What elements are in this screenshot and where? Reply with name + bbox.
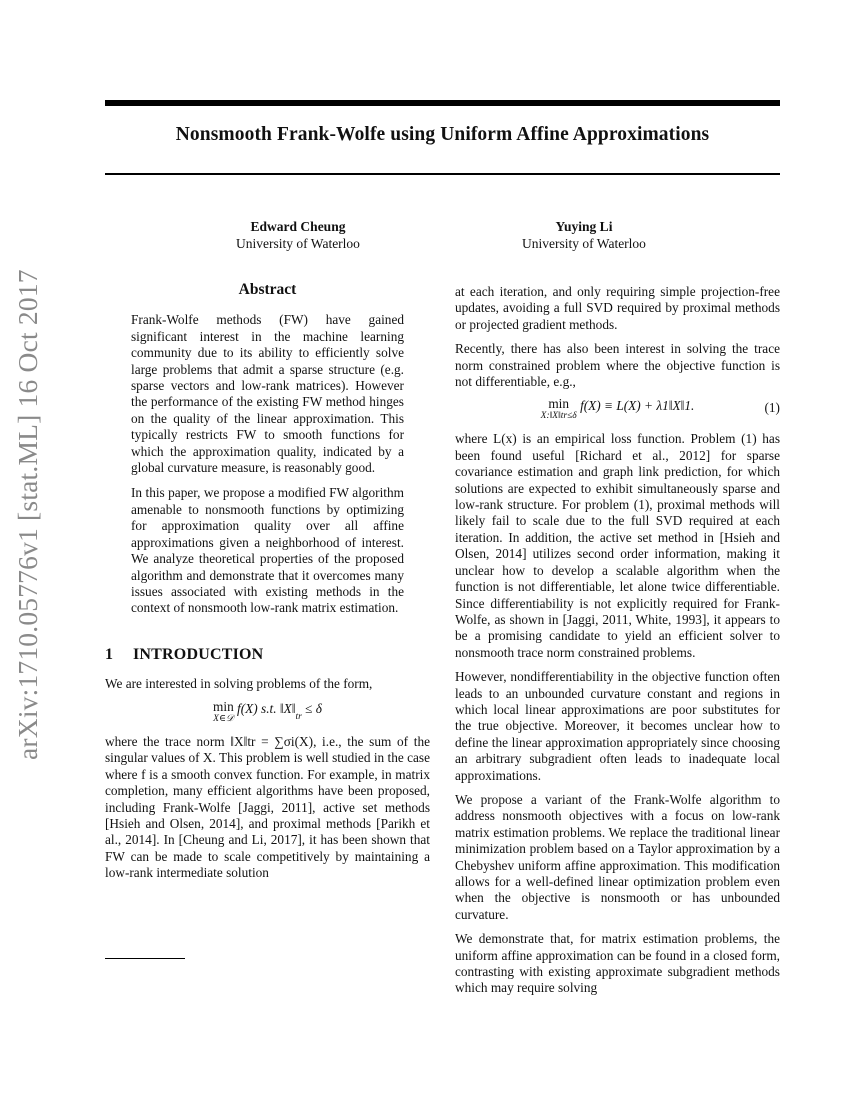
abstract-heading: Abstract xyxy=(238,281,297,298)
section-heading-introduction xyxy=(105,647,430,663)
equation-number: (1) xyxy=(764,400,780,416)
section-number: 1 xyxy=(105,645,114,663)
right-paragraph-4: However, nondifferentiability in the objective function often leads to an unbounded curvature constant and regions in which local linear approximations are poor substitutes for the true objective. Moreover, it becomes unclear how to define the linear approximation appropriately since choosing an arbitrary subgradient often leads to inadequate local approximations. xyxy=(455,669,780,783)
intro-paragraph-1: We are interested in solving problems of the form, xyxy=(105,676,373,692)
equation-body: f(X) s.t. ‖X‖ xyxy=(237,700,296,716)
abstract-body xyxy=(105,312,430,616)
abstract-paragraph-2: In this paper, we propose a modified FW algorithm amenable to nonsmooth functions by optimizing for approximation quality over all affine approximations given a neighborhood of interest. We analyze theoretical properties of the proposed algorithm and demonstrate that it overcomes many issues associated with existing methods in the context of nonsmooth low-rank matrix estimation. xyxy=(131,485,404,616)
right-paragraph-3: where L(x) is an empirical loss function. Problem (1) has been found useful [Richard et al., 2012] for sparse covariance estimation and graph link prediction, for which solutions are expected to exhibit simultaneously sparse and low-rank structure. For problem (1), proximal methods will likely fail to scale due to the full SVD required at each iteration. In addition, the active set method in [Hsieh and Olsen, 2014] utilizes second order information, making it unclear how to develop a scalable algorithm when the function is not differentiable, let alone twice differentiable. Since differentiability is not explicitly required for Frank-Wolfe, as shown in [Jaggi, 2011, White, 1993], it appears to be a promising candidate to yield an efficient solver to nonsmooth trace norm constrained problems. xyxy=(455,431,780,660)
abstract-paragraph-1: Frank-Wolfe methods (FW) have gained significant interest in the machine learning community due to its ability to efficiently solve large problems that admit a sparse structure (e.g. sparse vectors and low-rank matrices). However the performance of the existing FW method hinges on the quality of the linear approximation. This typically restricts FW to smooth functions for which the approximation quality, indicated by a global curvature measure, is reasonably good. xyxy=(131,312,404,476)
arxiv-identifier-stamp: arXiv:1710.05776v1 [stat.ML] 16 Oct 2017 xyxy=(12,269,43,760)
equation-tail: ≤ δ xyxy=(301,700,322,716)
equation-body: f(X) ≡ L(X) + λ1‖X‖1. xyxy=(580,398,695,414)
paper-title: Nonsmooth Frank-Wolfe using Uniform Affine Approximations xyxy=(175,124,710,145)
right-paragraph-1: at each iteration, and only requiring simple projection-free updates, avoiding a full SVD required by proximal methods or projected gradient methods. xyxy=(455,284,780,332)
section-title: INTRODUCTION xyxy=(133,645,264,663)
min-subscript: X∈𝒟 xyxy=(213,713,234,724)
equation-problem-form xyxy=(105,698,430,725)
footnote-rule xyxy=(105,958,185,959)
title-bottom-rule xyxy=(105,173,780,175)
intro-paragraph-2: where the trace norm ‖X‖tr = ∑σi(X), i.e., the sum of the singular values of X. This problem is well studied in the case where f is a smooth convex function. For example, in matrix completion, many efficient algorithms have been proposed, including Frank-Wolfe [Jaggi, 2011], active set methods [Hsieh and Olsen, 2014], and proximal methods [Parikh et al., 2014]. In [Cheung and Li, 2017], it has been shown that FW can be made to scale competitively by maintaining a low-rank intermediate solution xyxy=(105,733,430,881)
right-paragraph-2: Recently, there has also been interest in solving the trace norm constrained problem where the objective function is not differentiable, e.g., xyxy=(455,341,780,390)
right-paragraph-6: We demonstrate that, for matrix estimation problems, the uniform affine approximation can be found in a closed form, contrasting with existing approximate subgradient methods which may require solving xyxy=(455,931,780,996)
author-name: Yuying Li xyxy=(555,219,613,234)
right-paragraph-5: We propose a variant of the Frank-Wolfe algorithm to address nonsmooth objectives with a focus on low-rank matrix estimation problems. We replace the traditional linear minimization problem based on a Taylor approximation by a Chebyshev uniform affine approximation. This modification allows for a well-defined linear optimization problem even when the objective is nonsmooth or has unbounded curvature. xyxy=(455,791,780,922)
equation-1 xyxy=(455,398,780,422)
author-name: Edward Cheung xyxy=(250,219,346,234)
author-affiliation: University of Waterloo xyxy=(236,236,360,251)
author-block-2 xyxy=(454,218,714,252)
min-operator: min X∈𝒟 xyxy=(213,698,234,724)
right-column xyxy=(455,284,780,1005)
trace-subscript: tr xyxy=(295,711,302,722)
min-subscript: X:‖X‖tr≤δ xyxy=(540,411,577,422)
min-operator: min X:‖X‖tr≤δ xyxy=(540,396,577,422)
author-affiliation: University of Waterloo xyxy=(522,236,646,251)
author-block-1 xyxy=(168,218,428,252)
title-top-rule xyxy=(105,100,780,106)
left-column xyxy=(105,282,430,890)
